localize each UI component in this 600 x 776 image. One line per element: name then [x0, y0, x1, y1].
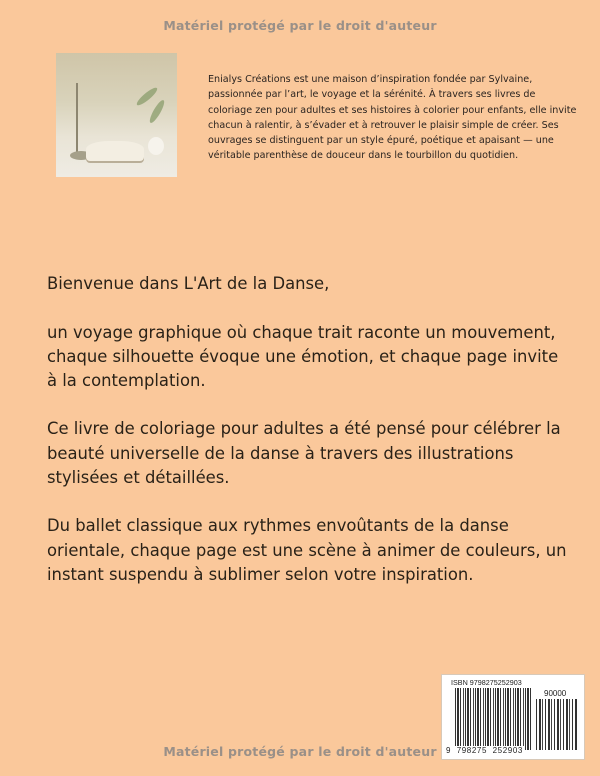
author-bio: Enialys Créations est une maison d’inspiration fondée par Sylvaine, passionnée par l’art, le voyage et la sérénité. À travers ses livres de coloriage zen pour adultes et ses histoires à colorier pour enfants, elle invite chacun à ralentir, à s’évader et à retrouver le plaisir simple de créer. Ses ouvrages se distinguent par un style épuré, poétique et apaisant — une véritable parenthèse de douceur dans le tourbillon du quotidien. [208, 74, 577, 162]
barcode-digits: 9 798275 252903 [446, 746, 523, 755]
price-code: 90000 [544, 689, 567, 698]
copyright-watermark-bottom: Matériel protégé par le droit d'auteur [163, 744, 437, 759]
paragraph: Ce livre de coloriage pour adultes a été pensé pour célébrer la beauté universelle de la danse à travers des illustrations stylisées et détaillées. [47, 419, 561, 487]
leaf [147, 98, 166, 124]
leaf [135, 85, 159, 107]
author-photo [56, 53, 177, 177]
barcode-bars [455, 688, 532, 750]
open-book [86, 141, 144, 161]
back-cover-text [47, 272, 567, 611]
isbn-label: ISBN 9798275252903 [451, 678, 522, 687]
copyright-watermark-top: Matériel protégé par le droit d'auteur [163, 18, 437, 33]
paragraph: un voyage graphique où chaque trait raconte un mouvement, chaque silhouette évoque une émotion, et chaque page invite à la contemplation. [47, 322, 559, 390]
flower [148, 137, 164, 155]
paragraph: Bienvenue dans L'Art de la Danse, [47, 274, 330, 293]
incense-stick [76, 83, 78, 158]
paragraph: Du ballet classique aux rythmes envoûtants de la danse orientale, chaque page est une scène à animer de couleurs, un instant suspendu à sublimer selon votre inspiration. [47, 516, 567, 584]
addon-barcode-bars [536, 699, 578, 750]
